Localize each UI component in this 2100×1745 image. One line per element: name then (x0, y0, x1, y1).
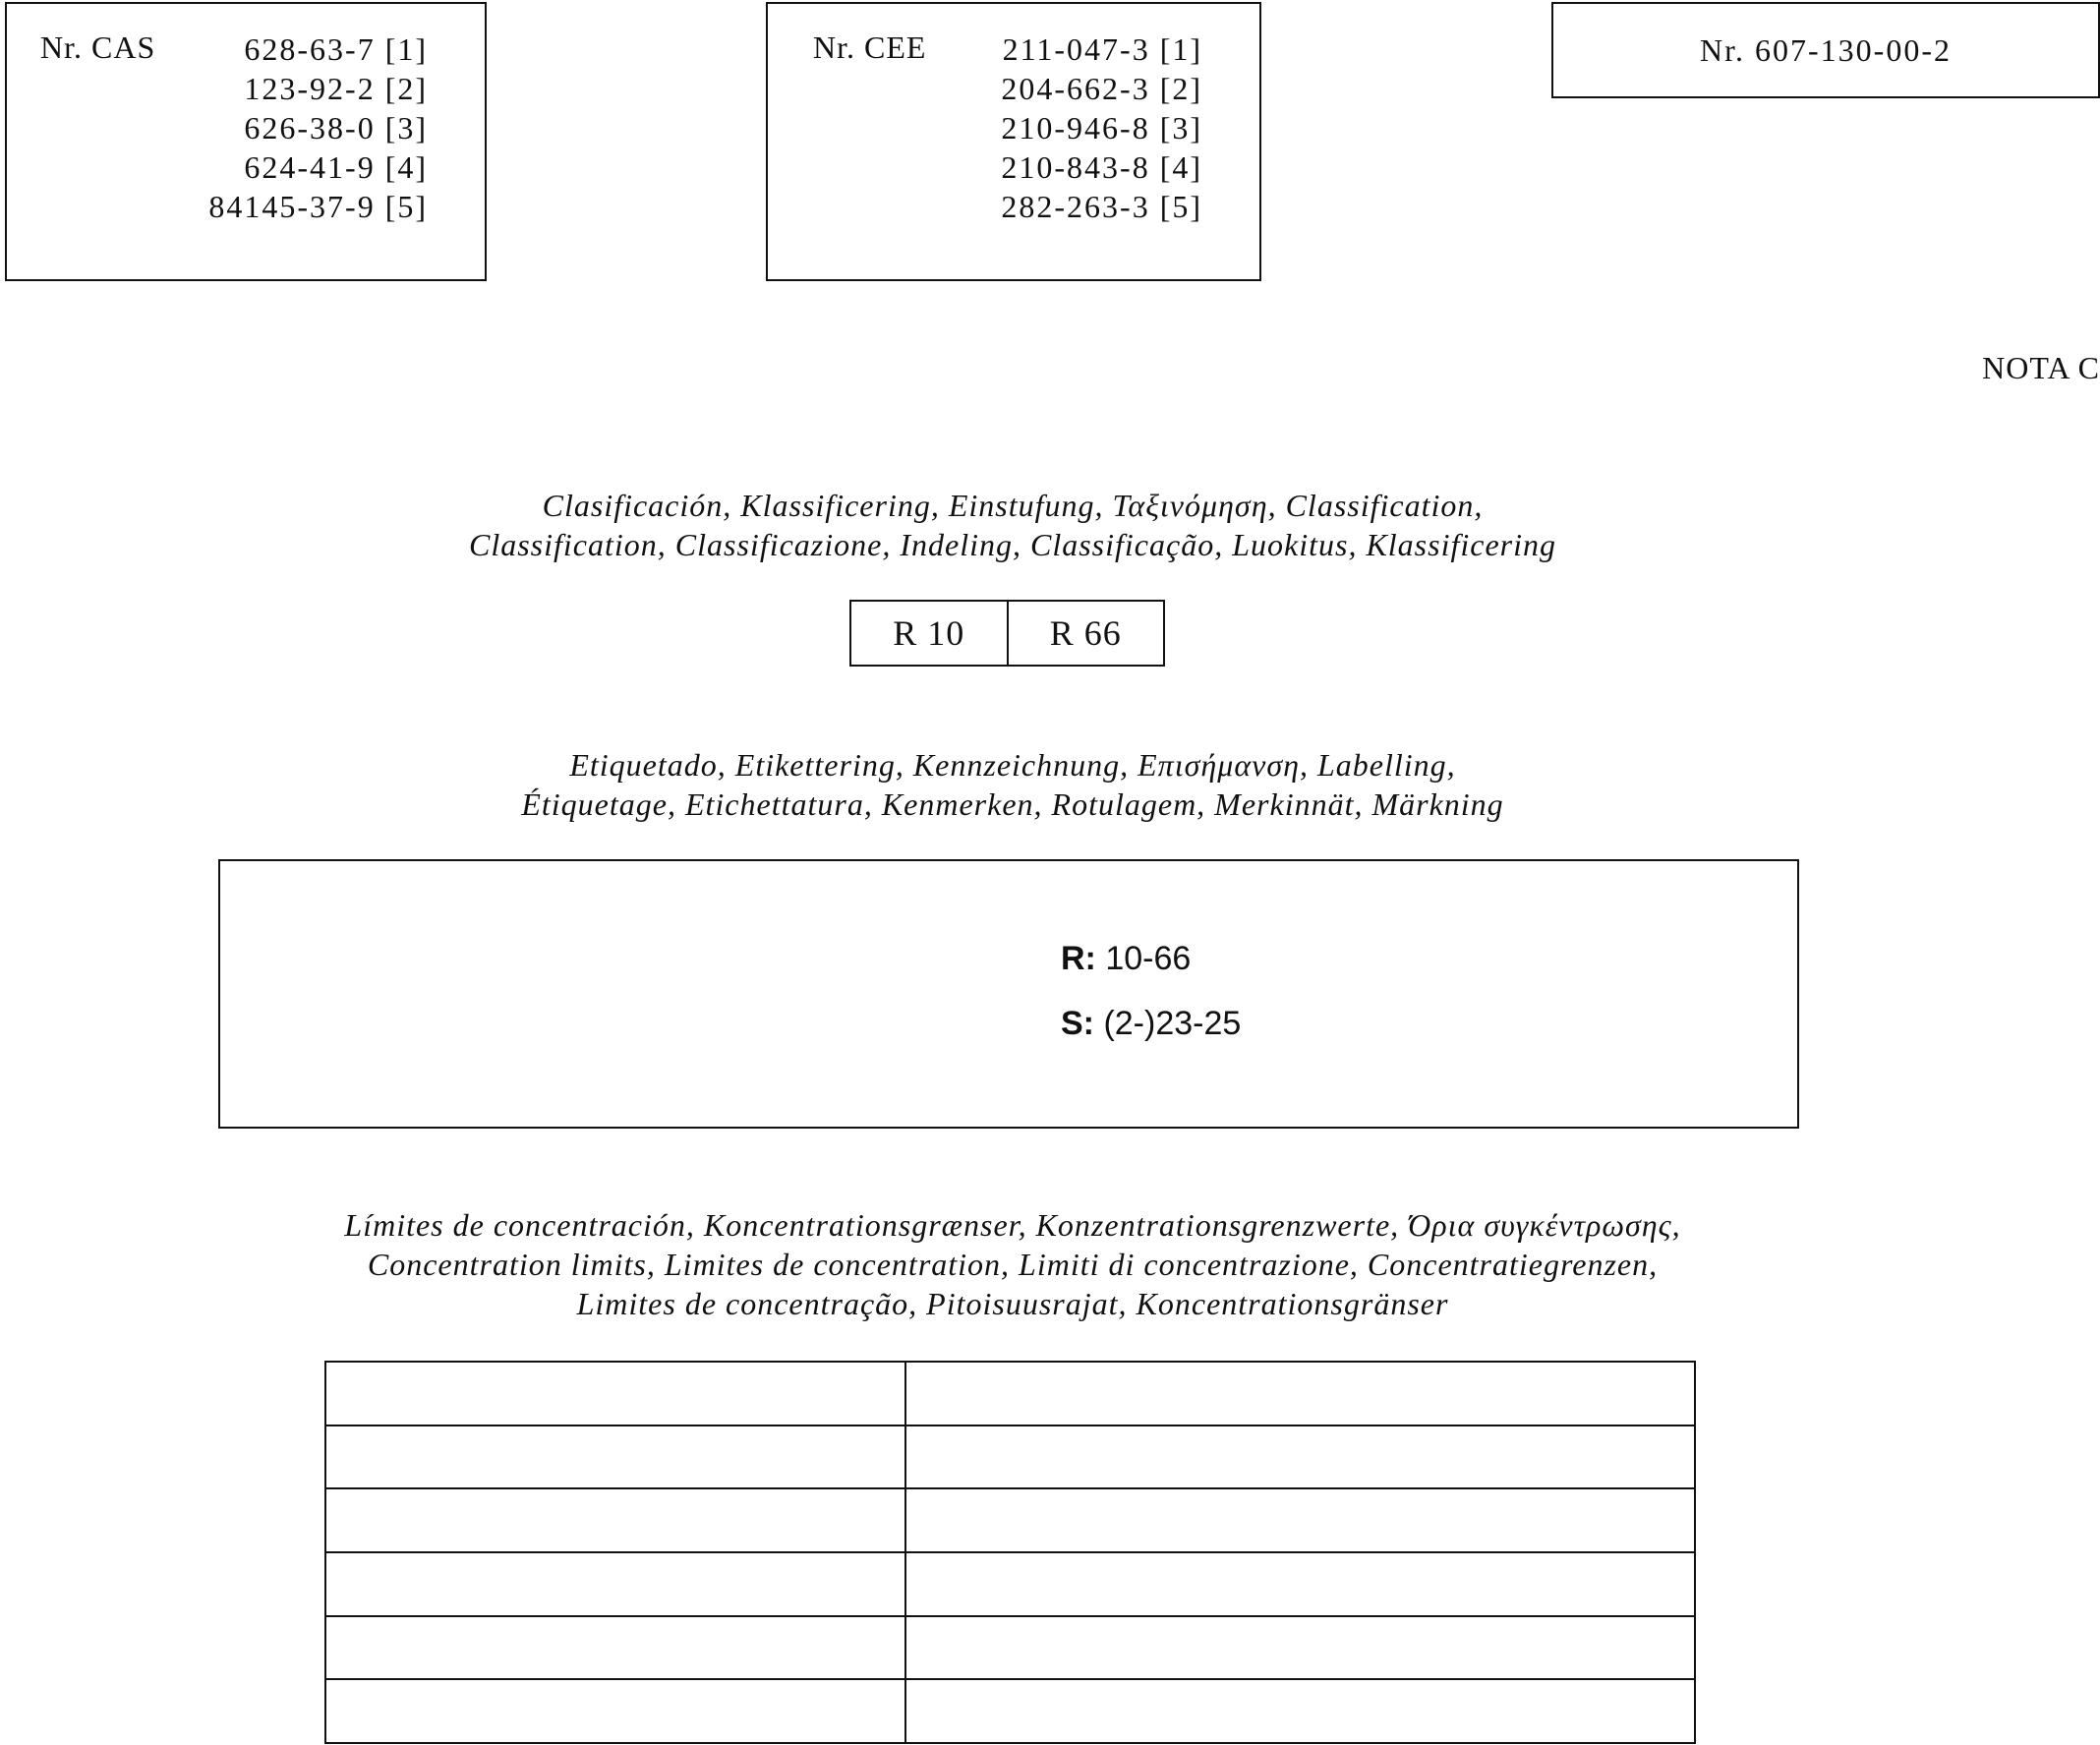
cas-number-box (5, 2, 487, 281)
cas-label: Nr. CAS (40, 29, 156, 65)
table-cell (905, 1362, 1695, 1425)
cee-number: 210-843-8 [4] (1001, 149, 1202, 185)
table-cell (325, 1362, 905, 1425)
table-cell (325, 1616, 905, 1680)
cee-number: 211-047-3 [1] (1002, 31, 1202, 67)
concentration-limits-table (324, 1361, 1696, 1744)
cas-number: 628-63-7 [1] (244, 31, 428, 67)
labelling-box (218, 859, 1799, 1129)
classification-heading (0, 486, 2025, 564)
table-cell (325, 1552, 905, 1616)
cee-number-list (1001, 29, 1202, 226)
table-cell (905, 1488, 1695, 1552)
r-phrase-cell: R 66 (1007, 602, 1164, 665)
classification-heading-line: Clasificación, Klassificering, Einstufung, Ταξινόμηση, Classification, (542, 488, 1484, 523)
cas-number: 84145-37-9 [5] (208, 189, 428, 224)
concentration-limits-heading-line: Concentration limits, Limites de concentration, Limiti di concentrazione, Concentratiegrenzen, (367, 1247, 1659, 1282)
safety-phrase-key: S: (1061, 1005, 1094, 1042)
cas-number: 624-41-9 [4] (244, 149, 428, 185)
table-cell (325, 1488, 905, 1552)
cee-label: Nr. CEE (813, 29, 927, 65)
cas-number-list (208, 29, 428, 226)
cas-number: 626-38-0 [3] (244, 110, 428, 145)
labelling-heading-line: Etiquetado, Etikettering, Kennzeichnung, Επισήμανση, Labelling, (569, 747, 1456, 783)
table-row (325, 1488, 1695, 1552)
concentration-limits-heading-line: Limites de concentração, Pitoisuusrajat, Koncentrationsgränser (576, 1286, 1449, 1321)
risk-phrase-key: R: (1061, 940, 1096, 977)
cee-number-box (766, 2, 1261, 281)
cas-number: 123-92-2 [2] (244, 71, 428, 106)
index-number: Nr. 607-130-00-2 (1700, 31, 1952, 68)
table-row (325, 1616, 1695, 1680)
safety-phrase-value: (2-)23-25 (1103, 1005, 1242, 1042)
table-cell (905, 1679, 1695, 1743)
risk-phrase-value: 10-66 (1105, 940, 1192, 977)
concentration-limits-heading-line: Límites de concentración, Koncentrationsgrænser, Konzentrationsgrenzwerte, Όρια συγκέντρωσης, (344, 1207, 1681, 1243)
table-row (325, 1362, 1695, 1425)
cee-number: 204-662-3 [2] (1001, 71, 1202, 106)
note-label: NOTA C (1982, 350, 2100, 385)
classification-heading-line: Classification, Classificazione, Indeling, Classificação, Luokitus, Klassificering (468, 527, 1556, 562)
table-row (325, 1679, 1695, 1743)
table-cell (905, 1616, 1695, 1680)
safety-phrase-line (1061, 1005, 1241, 1043)
classification-r-phrase-table (849, 600, 1165, 667)
table-cell (325, 1679, 905, 1743)
concentration-limits-heading (0, 1205, 2025, 1323)
risk-phrase-line (1061, 940, 1191, 978)
table-cell (325, 1425, 905, 1489)
index-number-box (1551, 2, 2100, 98)
labelling-heading (0, 745, 2025, 824)
labelling-heading-line: Étiquetage, Etichettatura, Kenmerken, Rotulagem, Merkinnät, Märkning (521, 786, 1504, 822)
r-phrase-cell: R 10 (893, 613, 965, 653)
table-cell (905, 1552, 1695, 1616)
cee-number: 210-946-8 [3] (1001, 110, 1202, 145)
table-row (325, 1552, 1695, 1616)
table-row (325, 1425, 1695, 1489)
table-cell (905, 1425, 1695, 1489)
cee-number: 282-263-3 [5] (1001, 189, 1202, 224)
